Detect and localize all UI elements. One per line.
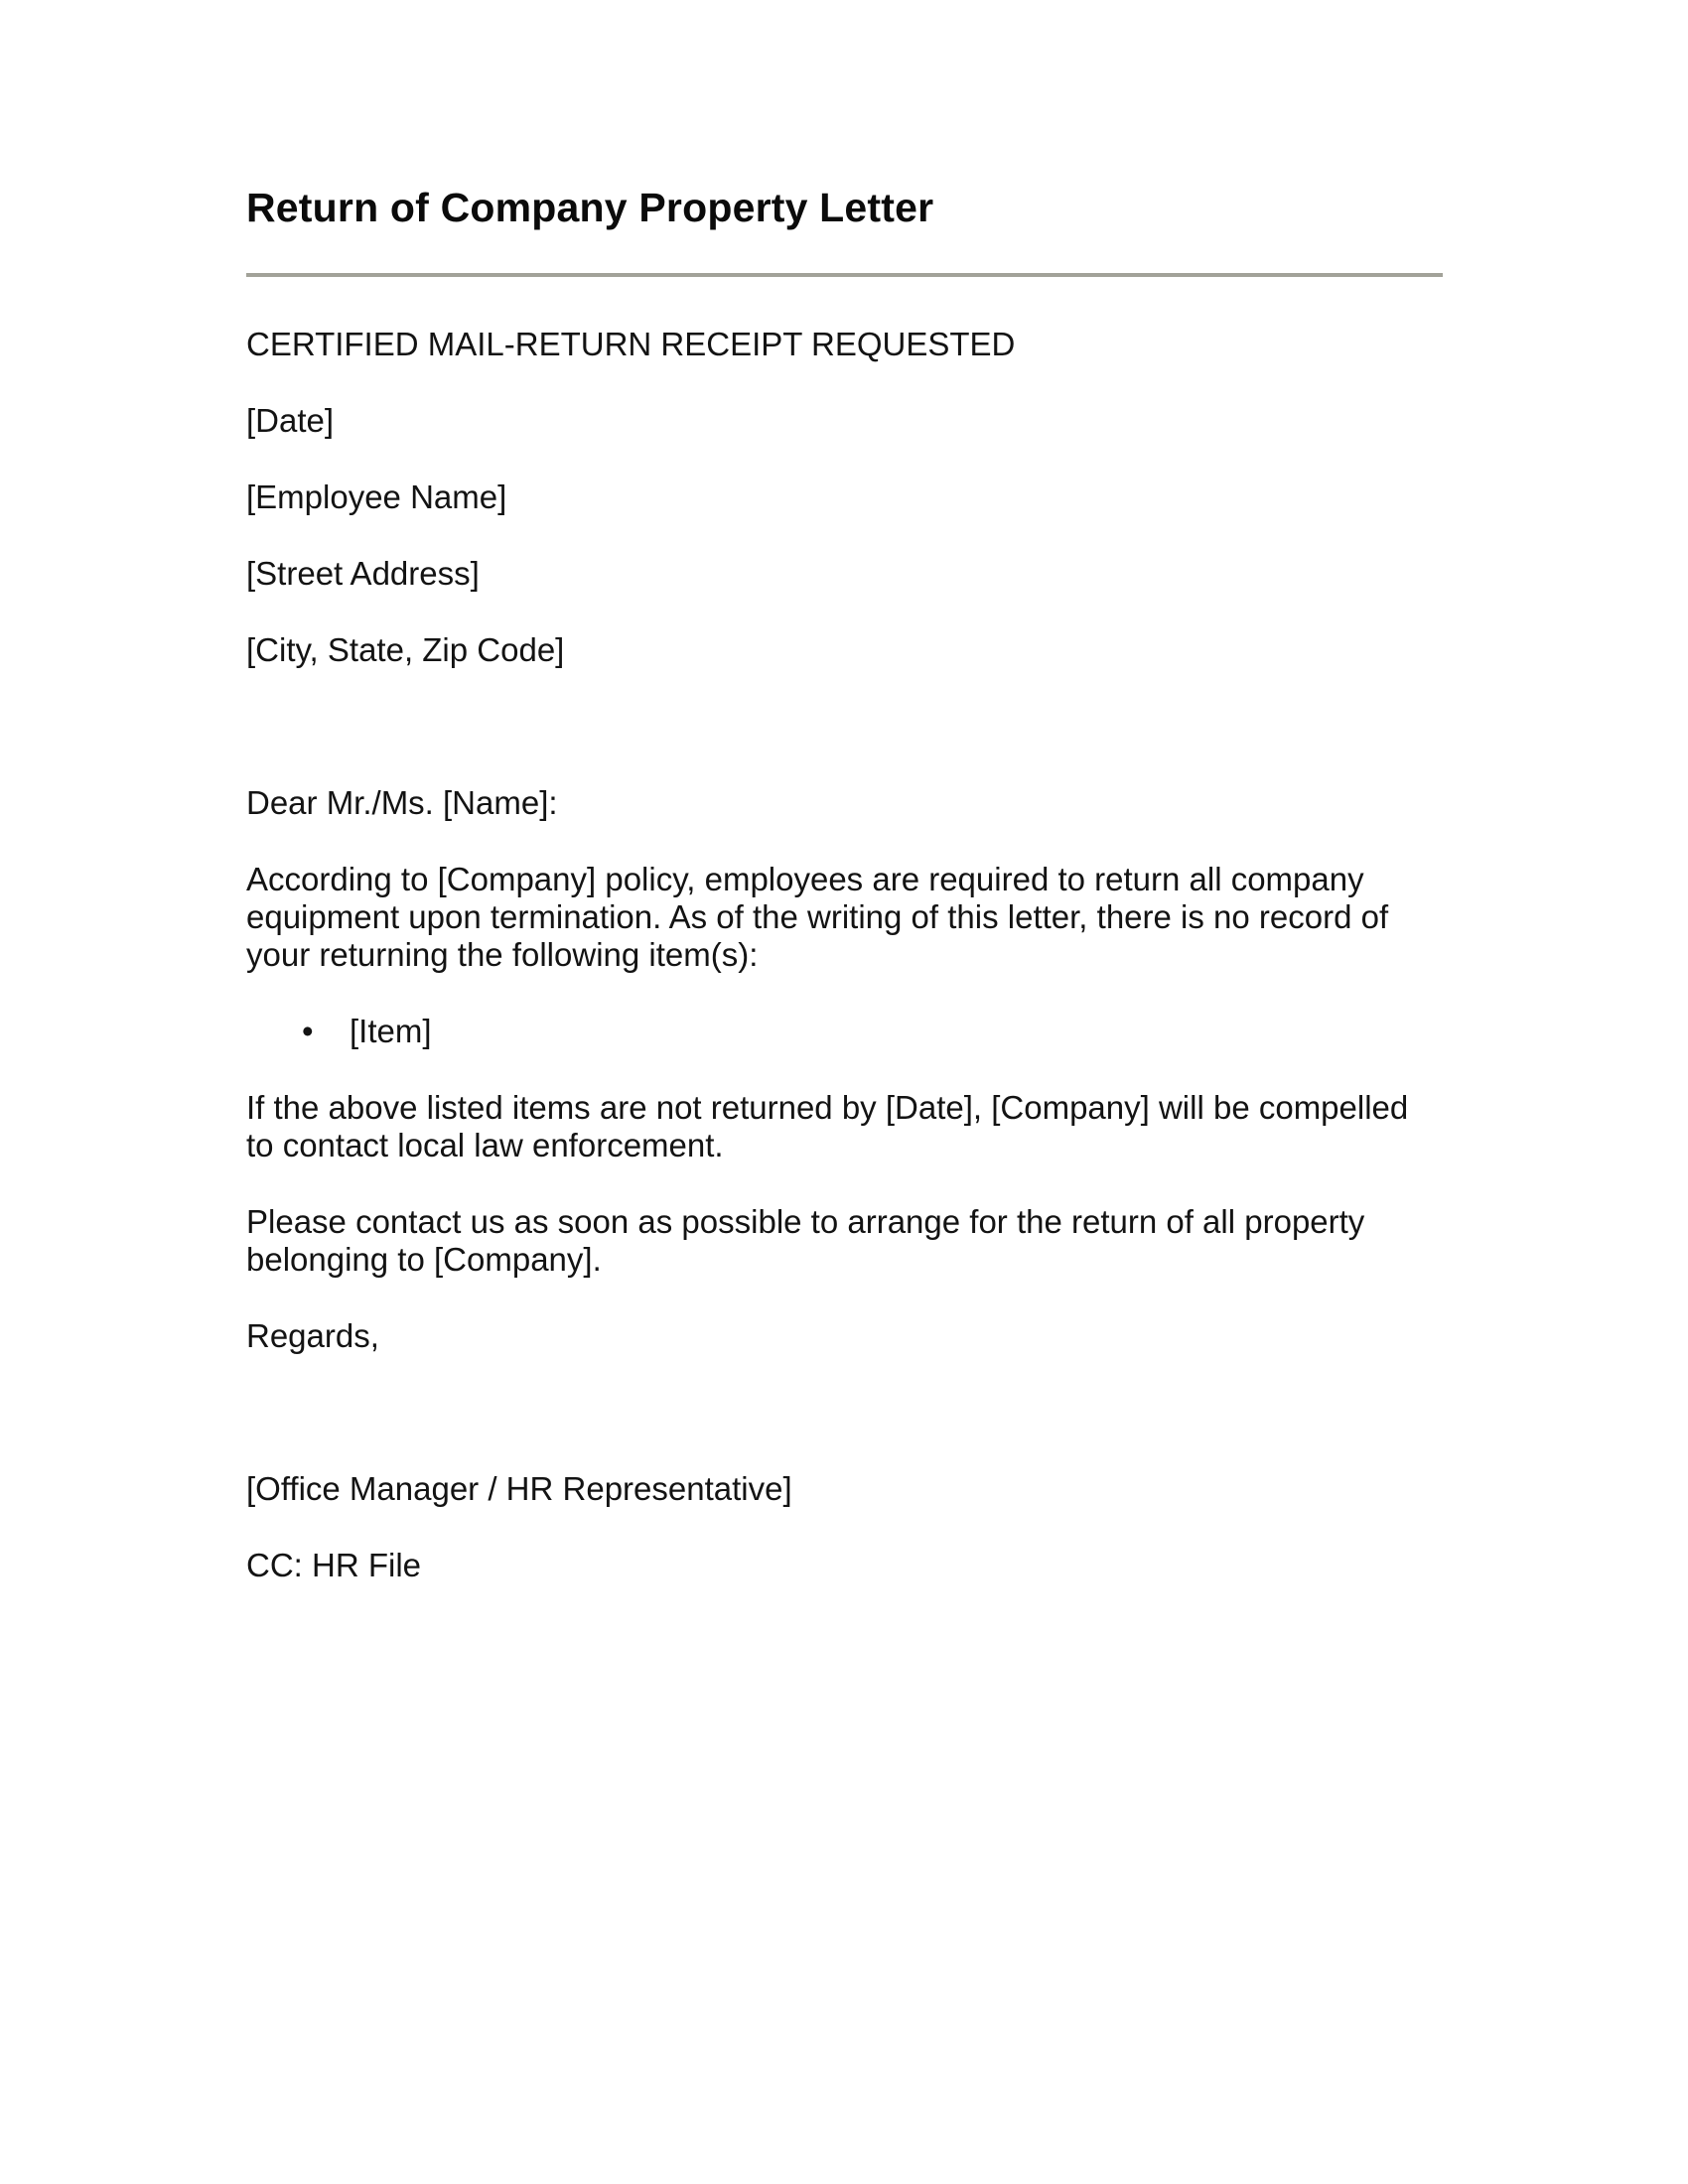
street-address-placeholder: [Street Address] [246, 555, 480, 592]
blank-line [246, 1394, 1443, 1432]
letter-body [246, 326, 1443, 1584]
letter-content [246, 0, 1443, 1623]
title-divider [246, 273, 1443, 277]
closing-line: Regards, [246, 1317, 379, 1354]
employee-name-placeholder: [Employee Name] [246, 478, 507, 515]
item-placeholder: [Item] [350, 1013, 432, 1049]
city-state-zip-placeholder: [City, State, Zip Code] [246, 631, 565, 668]
salutation-line: Dear Mr./Ms. [Name]: [246, 784, 558, 821]
item-list-entry [246, 1013, 1443, 1050]
blank-line [246, 708, 1443, 746]
policy-paragraph: According to [Company] policy, employees are required to return all company equipment upon termination. As of the writing of this letter, there is no record of your returning the following item(s): [246, 861, 1389, 973]
document-title: Return of Company Property Letter [246, 185, 934, 230]
contact-request-paragraph: Please contact us as soon as possible to arrange for the return of all property belonging to [Company]. [246, 1203, 1365, 1278]
cc-line: CC: HR File [246, 1547, 422, 1583]
date-placeholder: [Date] [246, 402, 335, 439]
certified-mail-line: CERTIFIED MAIL-RETURN RECEIPT REQUESTED [246, 326, 1016, 362]
signature-placeholder: [Office Manager / HR Representative] [246, 1470, 792, 1507]
enforcement-warning-paragraph: If the above listed items are not returned by [Date], [Company] will be compelled to contact local law enforcement. [246, 1089, 1409, 1163]
bullet-icon: • [302, 1013, 314, 1049]
